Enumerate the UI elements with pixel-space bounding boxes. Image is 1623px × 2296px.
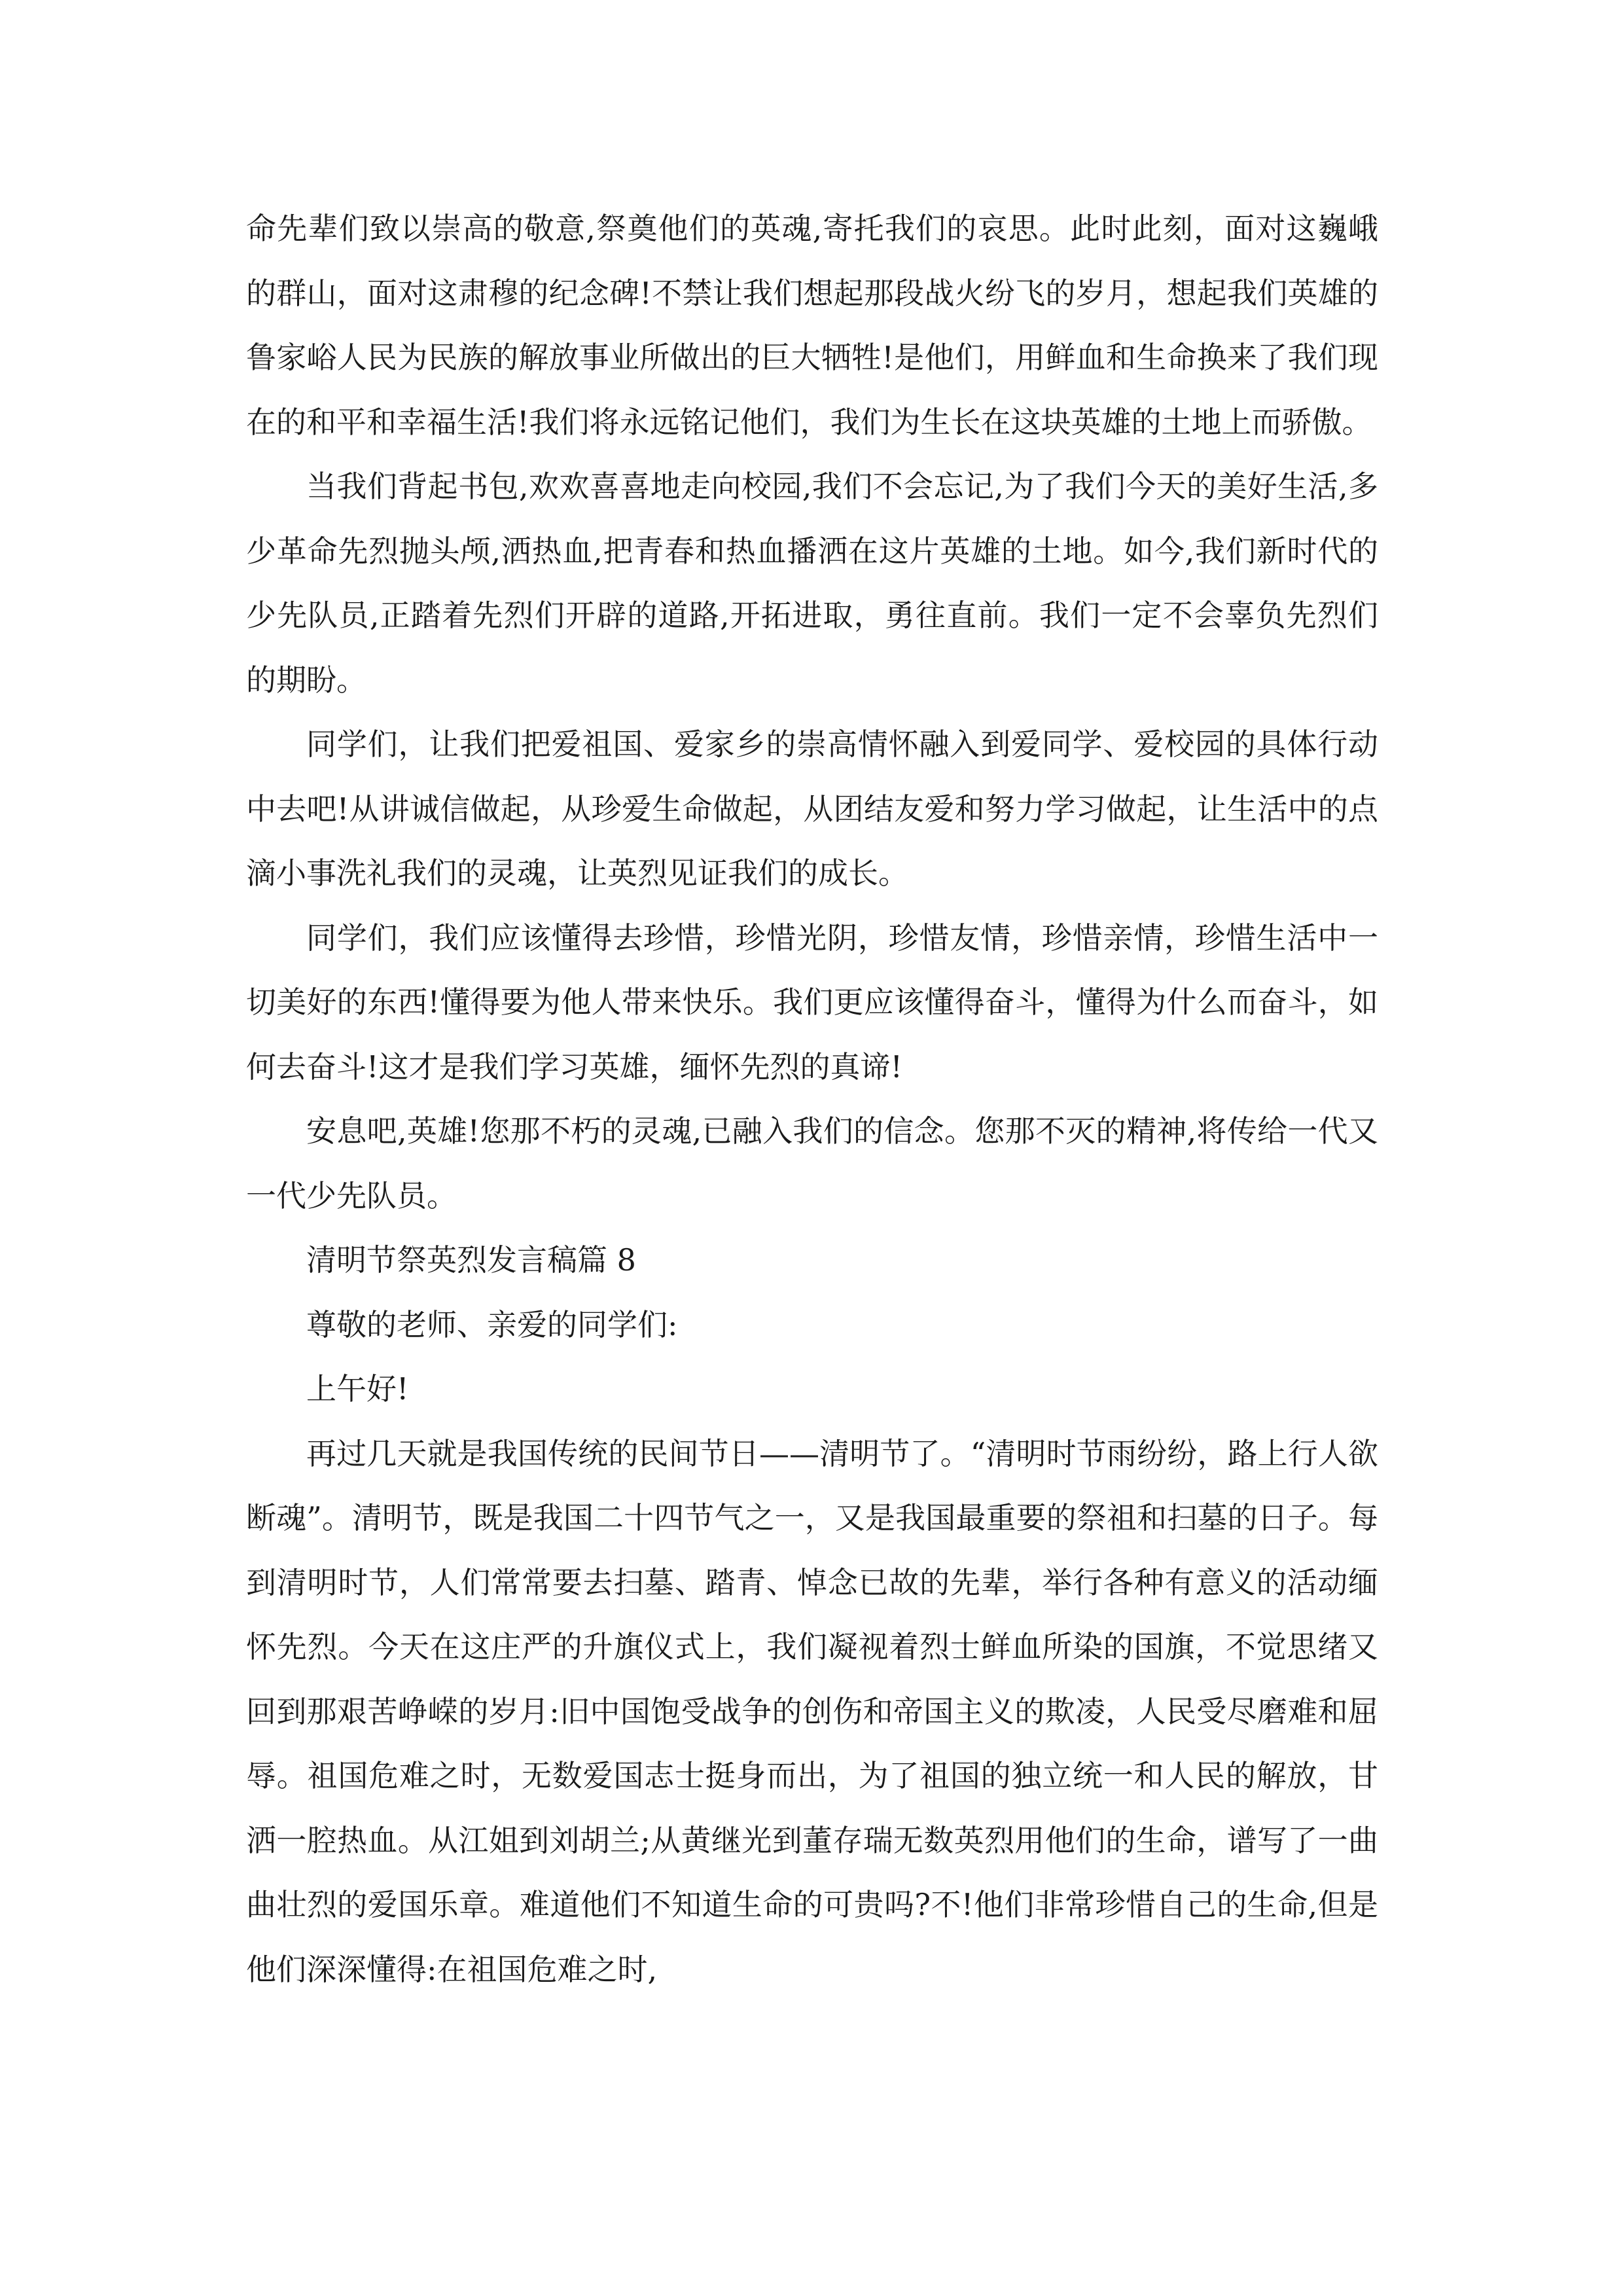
paragraph-school-bags: 当我们背起书包,欢欢喜喜地走向校园,我们不会忘记,为了我们今天的美好生活,多少革命先烈抛头颅,洒热血,把青春和热血播洒在这片英雄的土地。如今,我们新时代的少先队员,正踏着先烈们开辟的道路,开拓进取，勇往直前。我们一定不会辜负先烈们的期盼。 [246, 469, 1378, 698]
section-heading: 清明节祭英烈发言稿篇 8 [306, 1242, 636, 1278]
paragraph-cherish: 同学们，我们应该懂得去珍惜，珍惜光阴，珍惜友情，珍惜亲情，珍惜生活中一切美好的东西!懂得要为他人带来快乐。我们更应该懂得奋斗，懂得为什么而奋斗，如何去奋斗!这才是我们学习英雄，缅怀先烈的真谛! [246, 920, 1378, 1085]
greeting: 上午好! [306, 1371, 409, 1407]
paragraph-love-motherland: 同学们，让我们把爱祖国、爱家乡的崇高情怀融入到爱同学、爱校园的具体行动中去吧!从讲诚信做起，从珍爱生命做起，从团结友爱和努力学习做起，让生活中的点滴小事洗礼我们的灵魂，让英烈见证我们的成长。 [246, 726, 1378, 891]
paragraph-rest-heroes: 安息吧,英雄!您那不朽的灵魂,已融入我们的信念。您那不灭的精神,将传给一代又一代少先队员。 [246, 1113, 1378, 1213]
salutation: 尊敬的老师、亲爱的同学们: [306, 1306, 678, 1342]
document-body [246, 196, 1378, 2001]
paragraph-qingming-festival: 再过几天就是我国传统的民间节日——清明节了。“清明时节雨纷纷，路上行人欲断魂”。清明节，既是我国二十四节气之一，又是我国最重要的祭祖和扫墓的日子。每到清明时节，人们常常要去扫墓、踏青、悼念已故的先辈，举行各种有意义的活动缅怀先烈。今天在这庄严的升旗仪式上，我们凝视着烈士鲜血所染的国旗，不觉思绪又回到那艰苦峥嵘的岁月:旧中国饱受战争的创伤和帝国主义的欺凌，人民受尽磨难和屈辱。祖国危难之时，无数爱国志士挺身而出，为了祖国的独立统一和人民的解放，甘洒一腔热血。从江姐到刘胡兰;从黄继光到董存瑞无数英烈用他们的生命，谱写了一曲曲壮烈的爱国乐章。难道他们不知道生命的可贵吗?不!他们非常珍惜自己的生命,但是他们深深懂得:在祖国危难之时, [246, 1435, 1378, 1987]
paragraph-tribute-to-martyrs: 命先辈们致以崇高的敬意,祭奠他们的英魂,寄托我们的哀思。此时此刻，面对这巍峨的群山，面对这肃穆的纪念碑!不禁让我们想起那段战火纷飞的岁月，想起我们英雄的鲁家峪人民为民族的解放事业所做出的巨大牺牲!是他们，用鲜血和生命换来了我们现在的和平和幸福生活!我们将永远铭记他们，我们为生长在这块英雄的土地上而骄傲。 [246, 211, 1378, 440]
